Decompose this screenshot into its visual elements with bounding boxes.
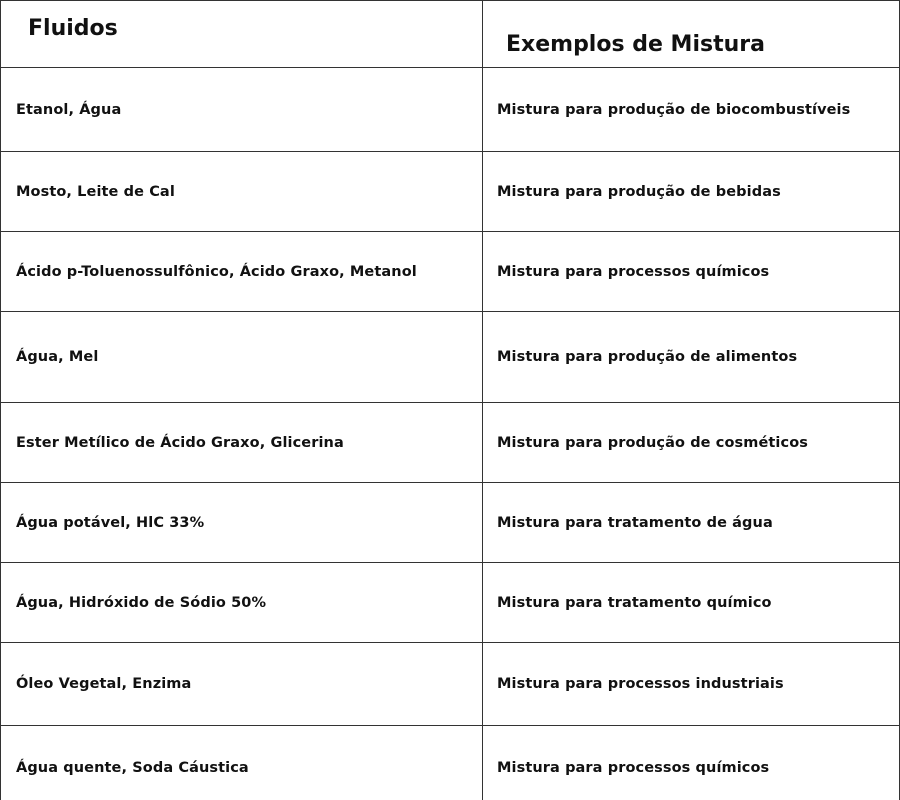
fluids-cell: Água, Hidróxido de Sódio 50% bbox=[0, 563, 483, 642]
table-row bbox=[0, 68, 900, 152]
table-row bbox=[0, 312, 900, 403]
table-row bbox=[0, 483, 900, 563]
fluids-cell: Água potável, HlC 33% bbox=[0, 483, 483, 562]
table-row bbox=[0, 403, 900, 483]
table-row bbox=[0, 643, 900, 726]
fluids-cell: Água quente, Soda Cáustica bbox=[0, 726, 483, 800]
table-row bbox=[0, 152, 900, 232]
example-cell: Mistura para produção de cosméticos bbox=[483, 403, 900, 482]
example-cell: Mistura para tratamento químico bbox=[483, 563, 900, 642]
fluids-cell: Ester Metílico de Ácido Graxo, Glicerina bbox=[0, 403, 483, 482]
fluids-cell: Água, Mel bbox=[0, 312, 483, 402]
header-mixing-examples: Exemplos de Mistura bbox=[483, 0, 900, 67]
example-cell: Mistura para processos industriais bbox=[483, 643, 900, 725]
example-cell: Mistura para tratamento de água bbox=[483, 483, 900, 562]
fluids-cell: Etanol, Água bbox=[0, 68, 483, 151]
fluids-cell: Óleo Vegetal, Enzima bbox=[0, 643, 483, 725]
table-row bbox=[0, 726, 900, 800]
example-cell: Mistura para processos químicos bbox=[483, 232, 900, 311]
fluids-cell: Ácido p-Toluenossulfônico, Ácido Graxo, Metanol bbox=[0, 232, 483, 311]
example-cell: Mistura para produção de alimentos bbox=[483, 312, 900, 402]
table-row bbox=[0, 232, 900, 312]
fluids-cell: Mosto, Leite de Cal bbox=[0, 152, 483, 231]
example-cell: Mistura para produção de bebidas bbox=[483, 152, 900, 231]
table-row bbox=[0, 563, 900, 643]
example-cell: Mistura para processos químicos bbox=[483, 726, 900, 800]
example-cell: Mistura para produção de biocombustíveis bbox=[483, 68, 900, 151]
table-header-row bbox=[0, 0, 900, 68]
header-fluids: Fluidos bbox=[0, 0, 483, 67]
